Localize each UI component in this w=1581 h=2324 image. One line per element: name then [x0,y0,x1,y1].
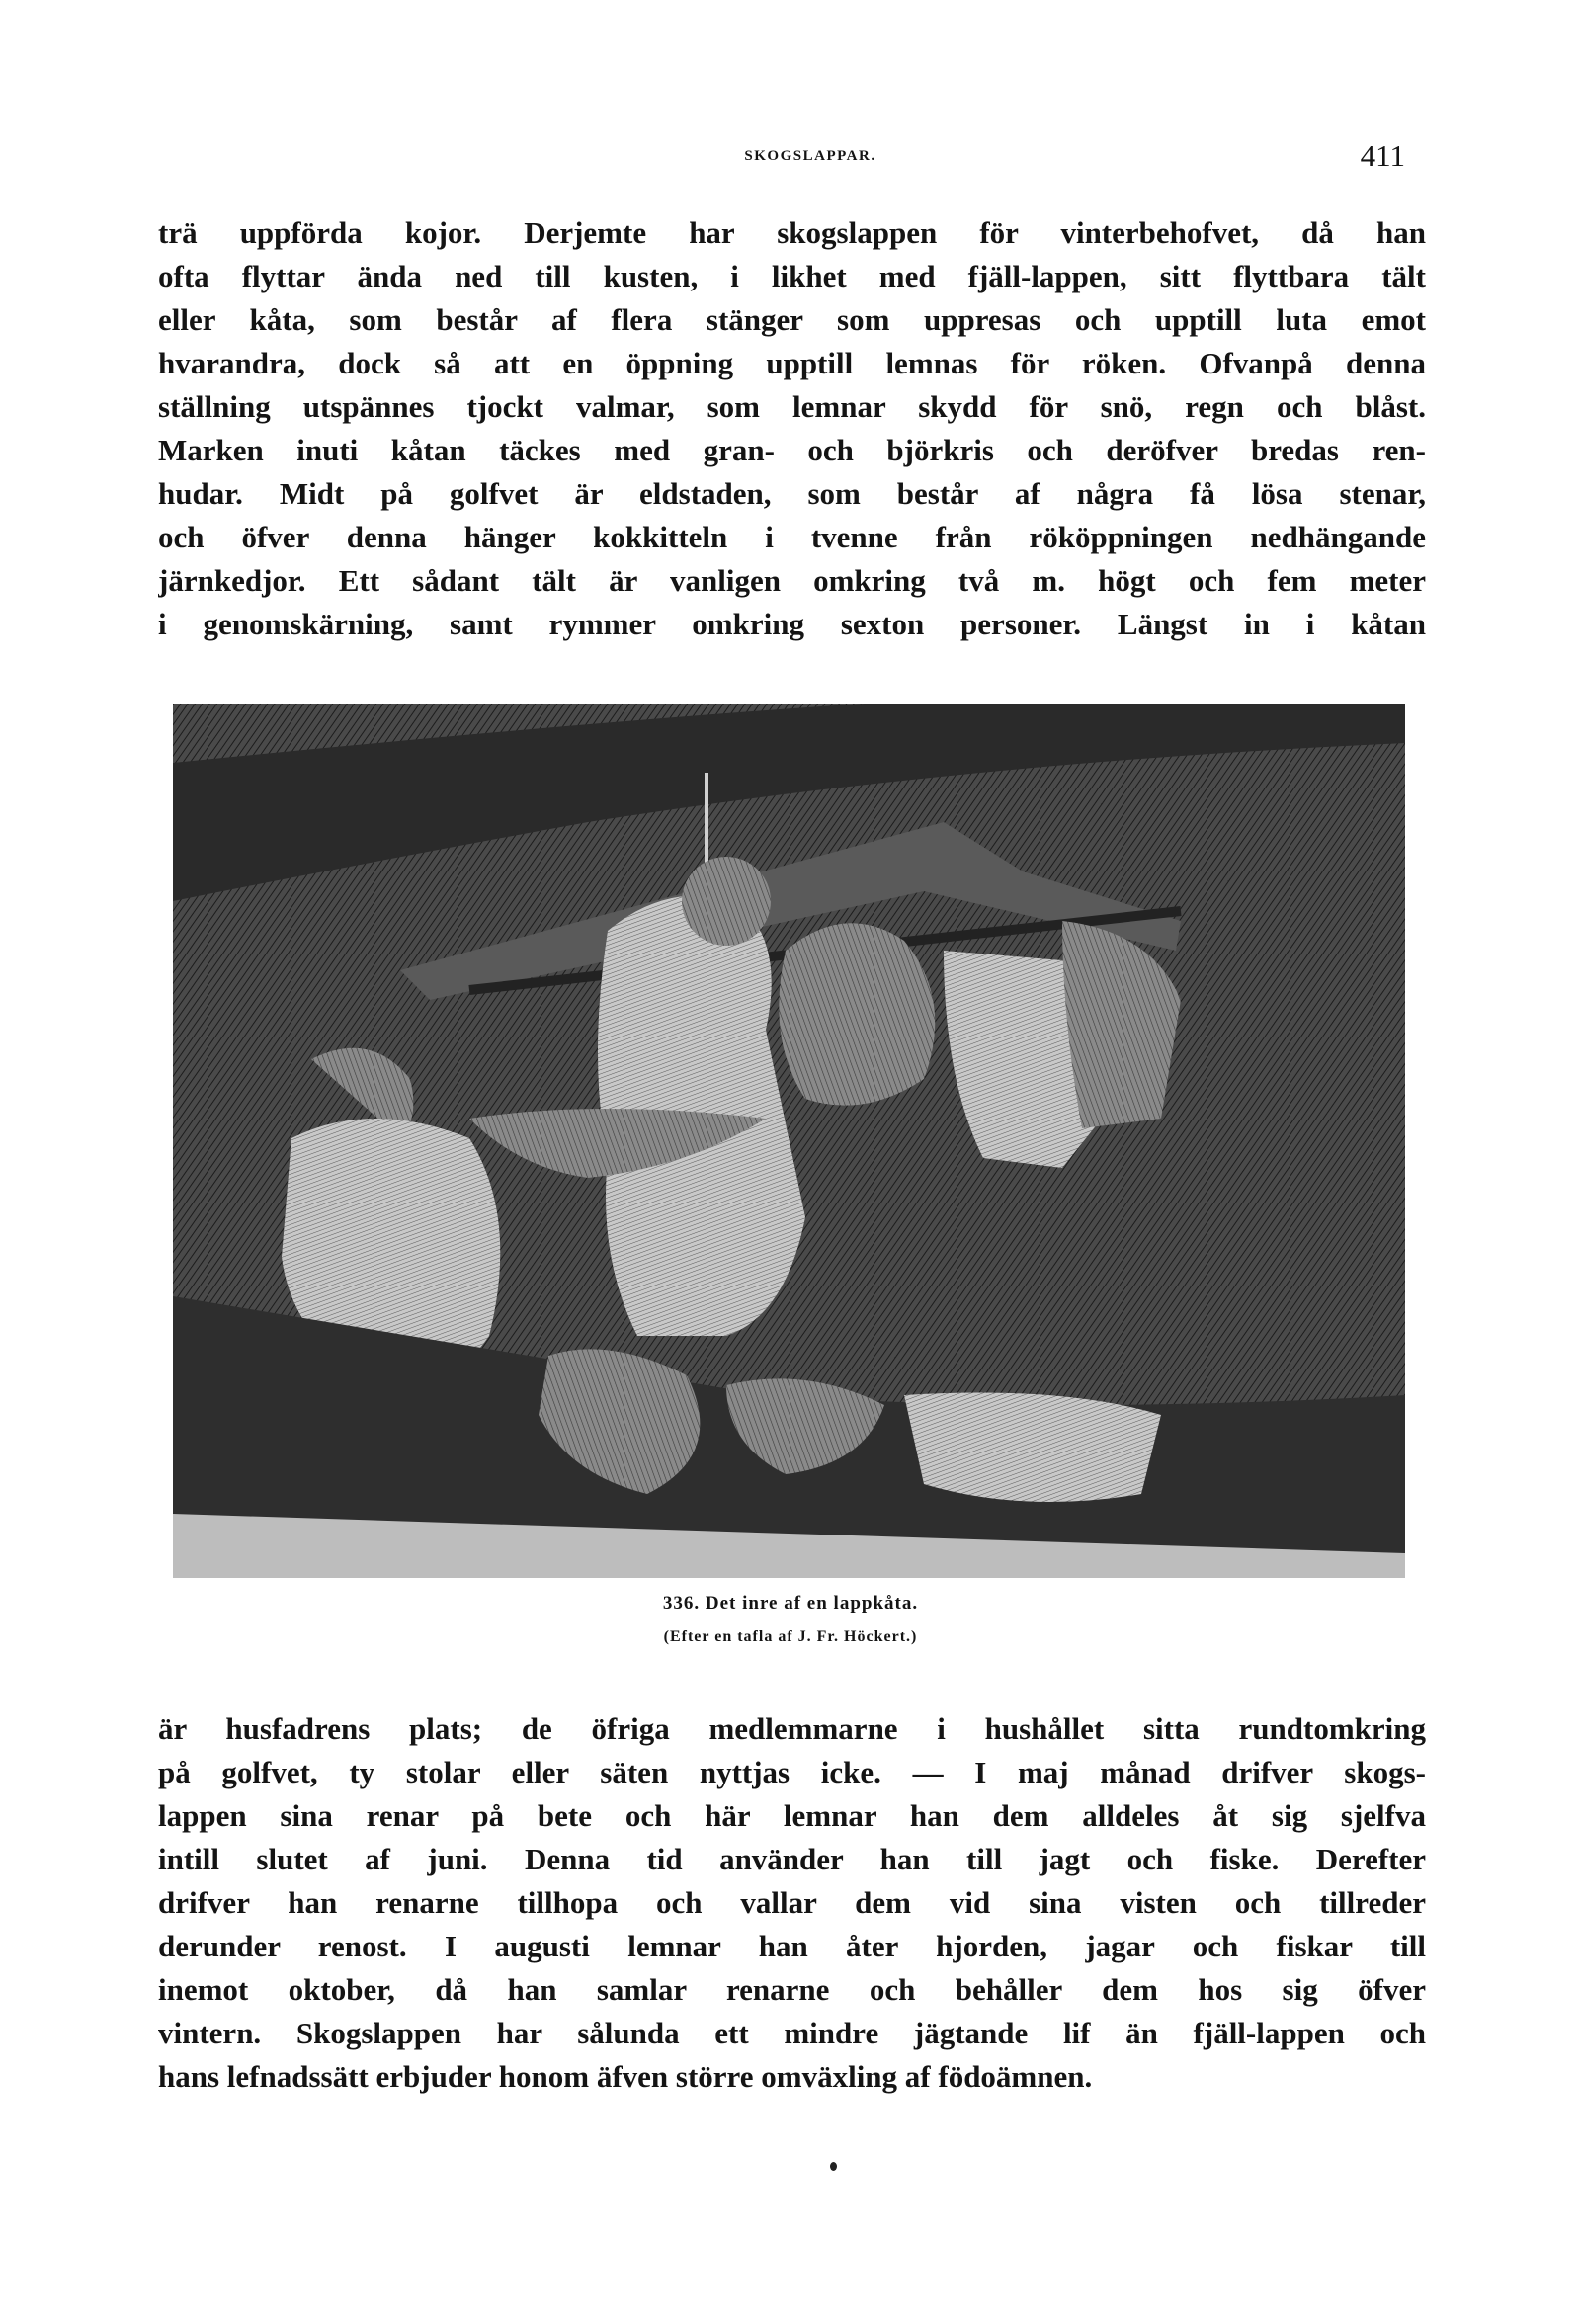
engraving-illustration [173,704,1405,1578]
running-title: SKOGSLAPPAR. [744,148,876,164]
text-line: eller kåta, som består af flera stänger som uppresas och upptill luta emot [158,302,1426,337]
text-line: hudar. Midt på golfvet är eldstaden, som består af några få lösa stenar, [158,476,1426,511]
text-line: derunder renost. I augusti lemnar han åter hjorden, jagar och fiskar till [158,1929,1426,1963]
text-line: hans lefnadssätt erbjuder honom äfven större omväxling af födoämnen. [158,2059,1093,2094]
text-line: i genomskärning, samt rymmer omkring sexton personer. Längst in i kåtan [158,607,1426,641]
ink-speck [830,2162,837,2171]
text-line: lappen sina renar på bete och här lemnar han dem alldeles åt sig sjelfva [158,1798,1426,1833]
text-line: ställning utspännes tjockt valmar, som lemnar skydd för snö, regn och blåst. [158,389,1426,424]
text-line: drifver han renarne tillhopa och vallar dem vid sina visten och tillreder [158,1885,1426,1920]
text-line: på golfvet, ty stolar eller säten nyttjas icke. — I maj månad drifver skogs- [158,1755,1426,1789]
body-text-top [158,211,1426,646]
figure-caption: 336. Det inre af en lappkåta. [662,1593,919,1614]
text-line: är husfadrens plats; de öfriga medlemmarne i hushållet sitta rundtomkring [158,1711,1426,1746]
figure-credit: (Efter en tafla af J. Fr. Höckert.) [663,1628,918,1645]
engraving-image [173,704,1405,1578]
body-text-bottom [158,1707,1426,2099]
text-line: trä uppförda kojor. Derjemte har skogslappen för vinterbehofvet, då han [158,215,1426,250]
text-line: och öfver denna hänger kokkitteln i tvenne från rököppningen nedhängande [158,520,1426,554]
text-line: järnkedjor. Ett sådant tält är vanligen omkring två m. högt och fem meter [158,563,1426,598]
text-line: intill slutet af juni. Denna tid använder han till jagt och fiske. Derefter [158,1842,1426,1876]
text-line: hvarandra, dock så att en öppning upptill lemnas för röken. Ofvanpå denna [158,346,1426,380]
text-line: ofta flyttar ända ned till kusten, i likhet med fjäll-lappen, sitt flyttbara tält [158,259,1426,293]
text-line: inemot oktober, då han samlar renarne och behåller dem hos sig öfver [158,1972,1426,2007]
text-line: Marken inuti kåtan täckes med gran- och björkris och deröfver bredas ren- [158,433,1426,467]
text-line: vintern. Skogslappen har sålunda ett mindre jägtande lif än fjäll-lappen och [158,2016,1426,2050]
page-number: 411 [1360,138,1405,173]
